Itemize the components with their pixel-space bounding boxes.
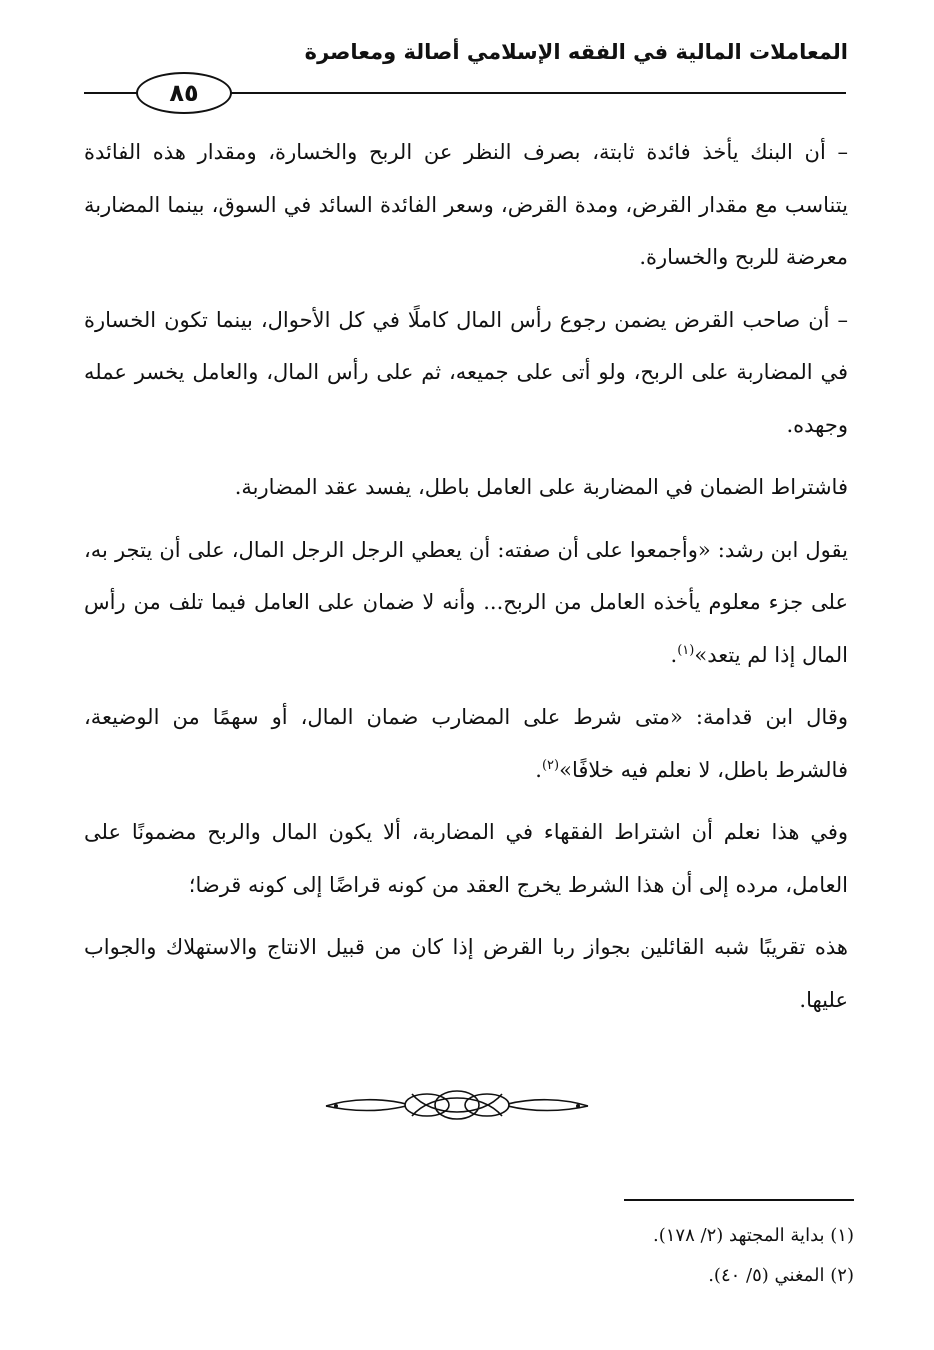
paragraph-7: هذه تقريبًا شبه القائلين بجواز ربا القرض إذا كان من قبيل الانتاج والاستهلاك والجواب عليها. bbox=[84, 935, 848, 1012]
footnote-text: المغني (٥/ ٤٠). bbox=[708, 1265, 825, 1286]
divider-ornament-icon bbox=[322, 1084, 592, 1124]
running-title: المعاملات المالية في الفقه الإسلامي أصالة ومعاصرة bbox=[304, 40, 848, 64]
paragraph-3: فاشتراط الضمان في المضاربة على العامل باطل، يفسد عقد المضاربة. bbox=[234, 475, 848, 499]
footnote-1 bbox=[84, 1216, 854, 1256]
paragraph-5 bbox=[84, 691, 848, 796]
paragraph-2: – أن صاحب القرض يضمن رجوع رأس المال كاملًا في كل الأحوال، بينما تكون الخسارة في المضاربة على الربح، ولو أتى على جميعه، ثم على رأس المال، والعامل يخسر عمله وجهده. bbox=[84, 307, 848, 437]
paragraph-4 bbox=[84, 524, 848, 682]
period: . bbox=[535, 757, 542, 782]
page-number: ٨٥ bbox=[136, 72, 232, 114]
footnote-ref-1: (١) bbox=[677, 642, 695, 658]
quote-ibn-qudama: وقال ابن قدامة: «متى شرط على المضارب ضمان المال، أو سهمًا من الوضيعة، فالشرط باطل، لا نعلم فيه خلافًا» bbox=[84, 705, 848, 782]
paragraph-1: – أن البنك يأخذ فائدة ثابتة، بصرف النظر عن الربح والخسارة، ومقدار هذه الفائدة يتناسب مع مقدار القرض، ومدة القرض، وسعر الفائدة السائد في السوق، بينما المضاربة معرضة للربح والخسارة. bbox=[84, 140, 848, 269]
footnote-number: (١) bbox=[830, 1225, 854, 1246]
footnote-number: (٢) bbox=[830, 1265, 854, 1286]
footnotes bbox=[84, 1216, 854, 1296]
period: . bbox=[670, 642, 678, 667]
paragraph-6: وفي هذا نعلم أن اشتراط الفقهاء في المضاربة، ألا يكون المال والربح مضمونًا على العامل، مرده إلى أن هذا الشرط يخرج العقد من كونه قراضًا إلى كونه قرضا؛ bbox=[84, 820, 848, 897]
footnote-ref-2: (٢) bbox=[541, 757, 560, 773]
quote-ibn-rushd: يقول ابن رشد: «وأجمعوا على أن صفته: أن يعطي الرجل الرجل المال، على أن يتجر به، على جزء معلوم يأخذه العامل من الربح... وأنه لا ضمان على العامل فيما تلف من رأس المال إذا لم يتعد» bbox=[84, 537, 848, 667]
footnote-rule bbox=[624, 1199, 854, 1201]
main-text bbox=[84, 126, 848, 1036]
footnote-text: بداية المجتهد (٢/ ١٧٨). bbox=[653, 1225, 825, 1246]
footnote-2 bbox=[84, 1256, 854, 1296]
